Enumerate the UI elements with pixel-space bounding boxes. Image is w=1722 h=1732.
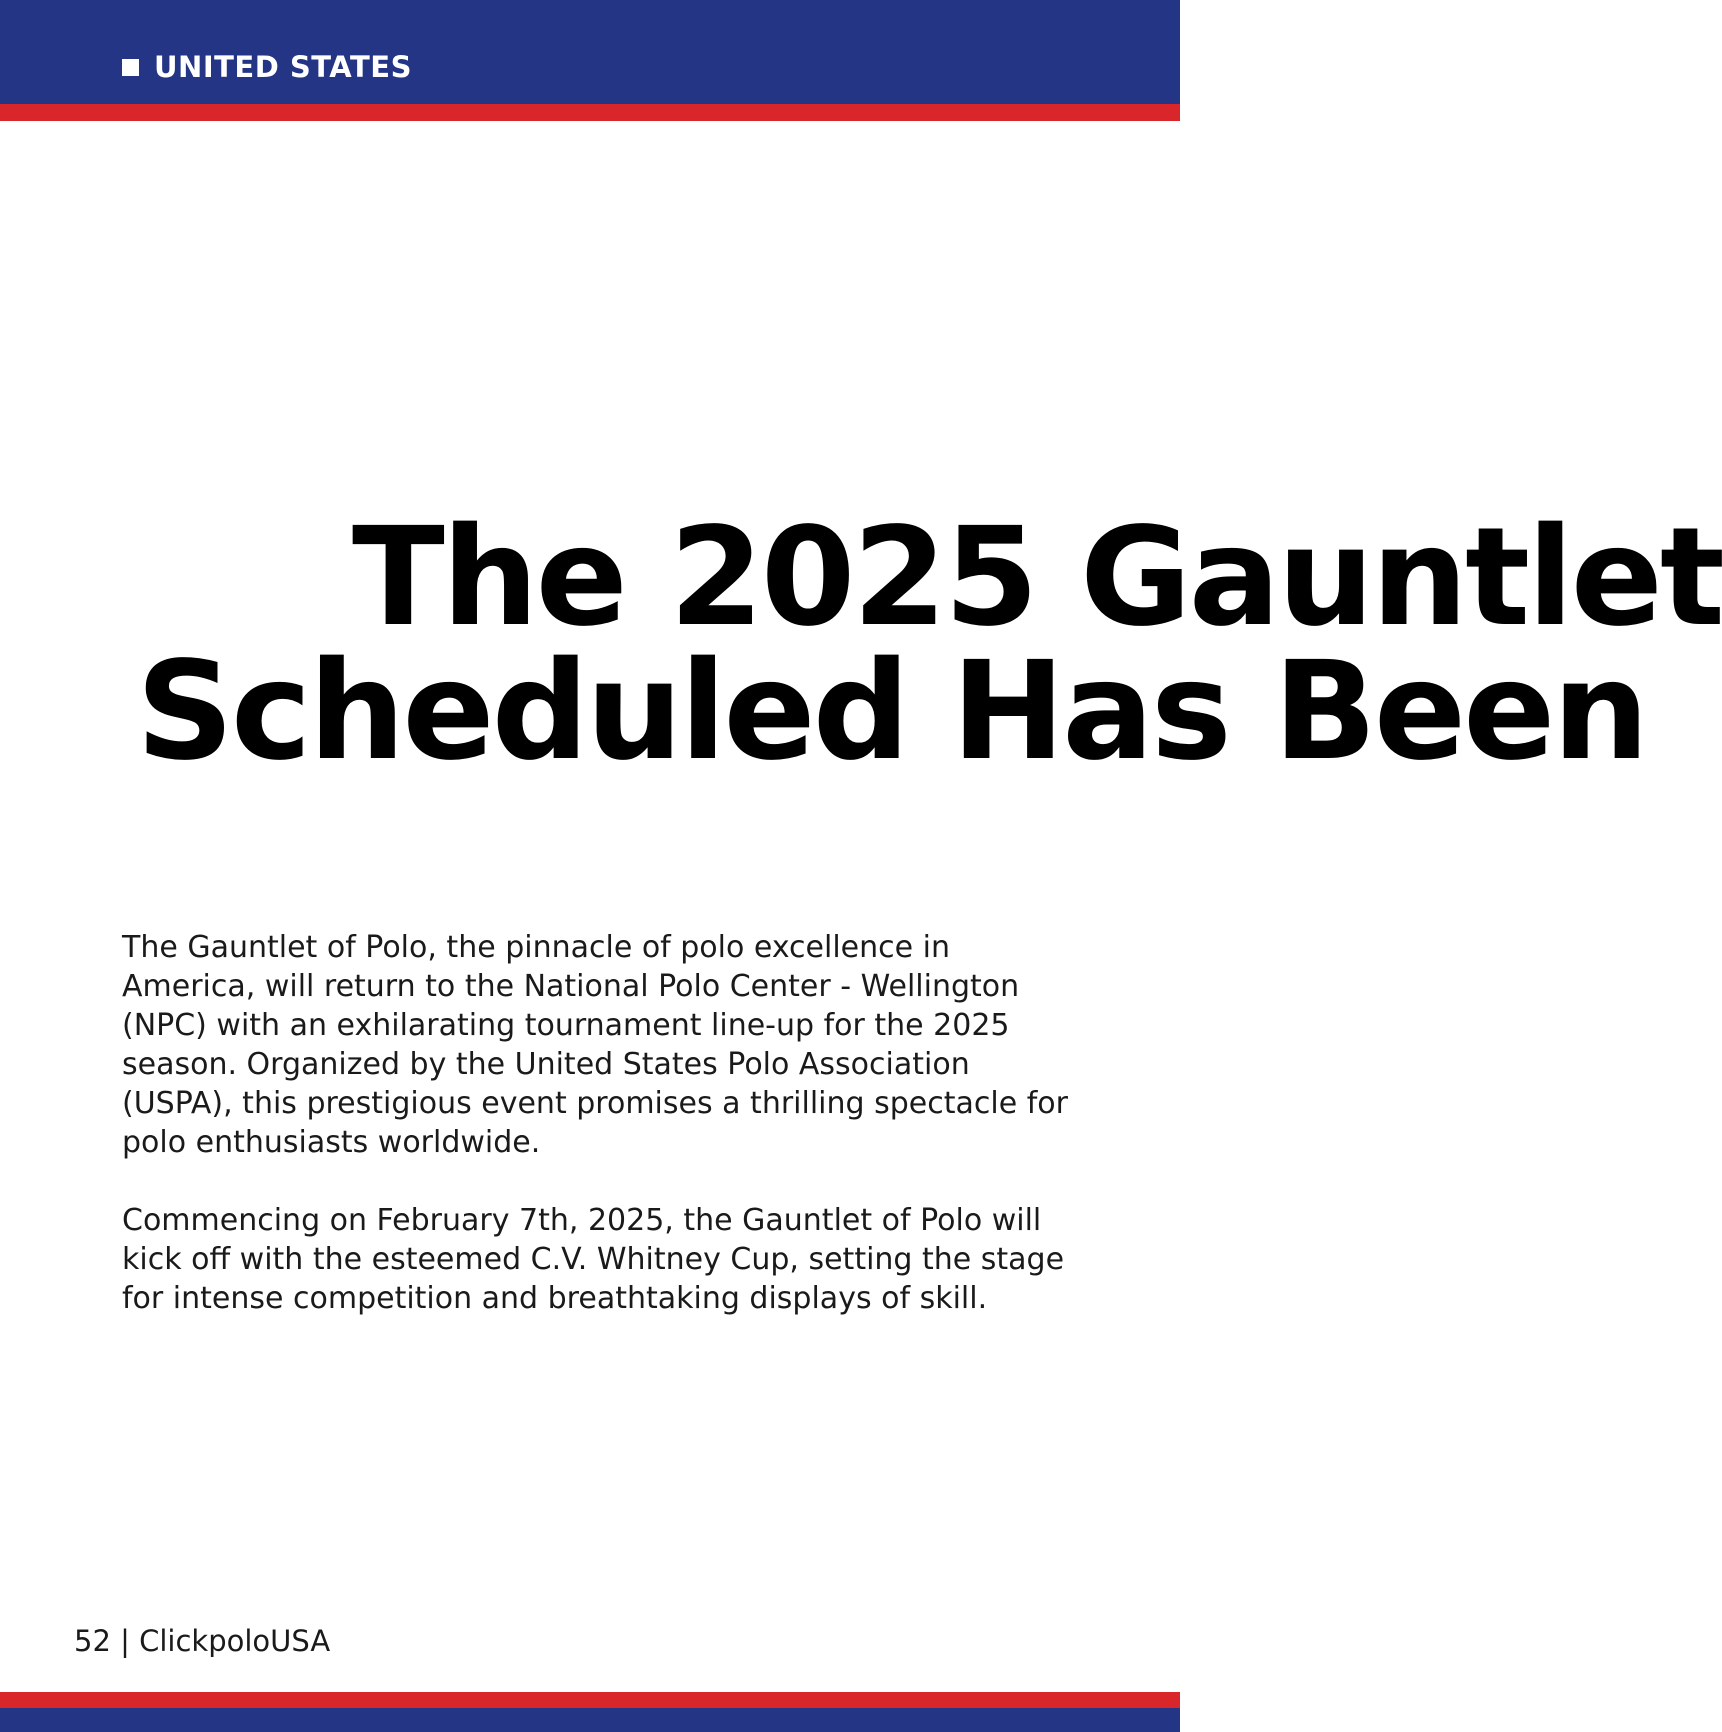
section-label (122, 50, 412, 84)
article-body (122, 928, 1082, 1357)
footer-red-stripe (0, 1692, 1180, 1708)
header-red-stripe (0, 104, 1180, 121)
body-paragraph-2: Commencing on February 7th, 2025, the Gauntlet of Polo will kick off with the esteemed C.V. Whitney Cup, setting the stage for intense competition and breathtaking displays of skill. (122, 1203, 1065, 1316)
footer-band (0, 1708, 1180, 1732)
body-paragraph-1: The Gauntlet of Polo, the pinnacle of polo excellence in America, will return to the National Polo Center - Wellington (NPC) with an exhilarating tournament line-up for the 2025 season. Organized by the United States Polo Association (USPA), this prestigious event promises a thrilling spectacle for polo enthusiasts worldwide. (122, 930, 1068, 1160)
page-footer: 52 | ClickpoloUSA (74, 1624, 331, 1658)
square-bullet-icon (122, 59, 139, 76)
headline-line-1: The 2025 Gauntlet (352, 499, 1722, 657)
headline-line-2: Scheduled Has Been (136, 633, 1647, 791)
section-label-text: UNITED STATES (154, 50, 412, 84)
headline (0, 499, 1722, 800)
